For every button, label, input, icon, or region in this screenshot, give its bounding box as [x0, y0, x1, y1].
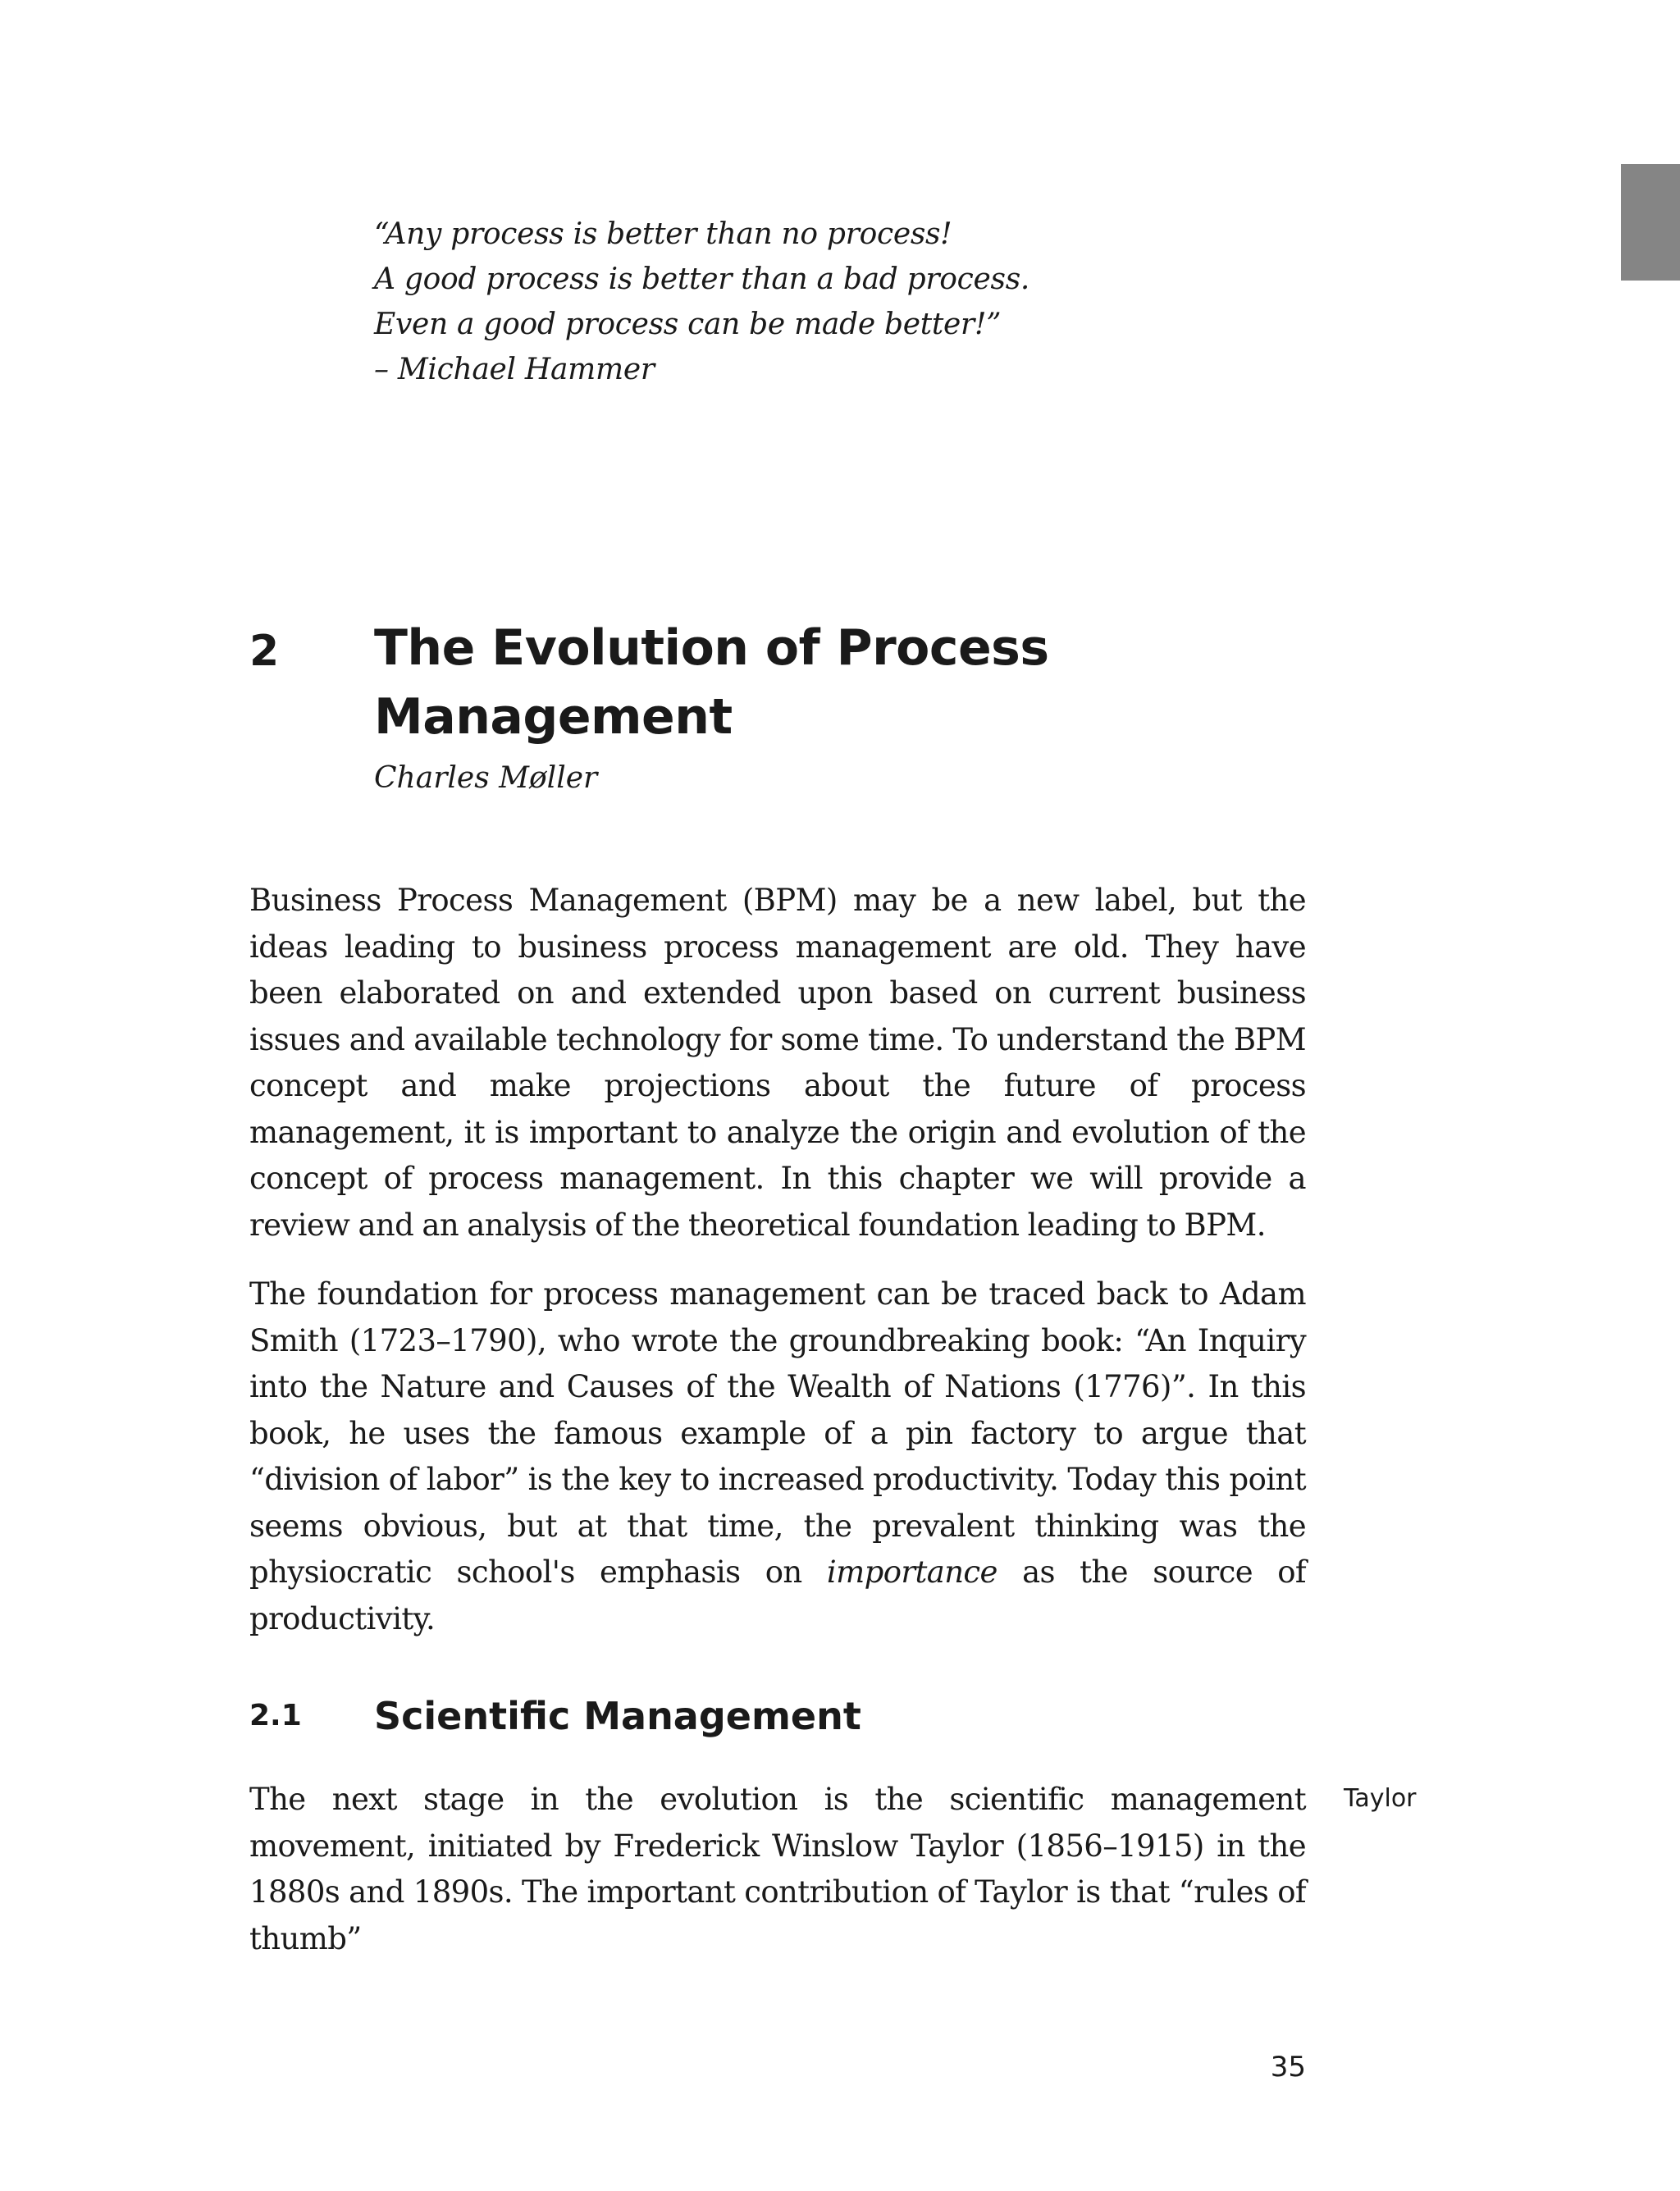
section-number: 2.1 — [249, 1699, 302, 1732]
chapter-author: Charles Møller — [374, 761, 598, 795]
emphasis-text: importance — [826, 1554, 998, 1590]
epigraph-line: “Any process is better than no process! — [374, 217, 952, 251]
body-paragraph-adam-smith — [249, 1271, 1306, 1642]
epigraph-quote — [374, 212, 1358, 392]
body-paragraph-taylor: The next stage in the evolution is the scientific management movement, initiated by Frederick Winslow Taylor (1856–1915) in the 1880s and 1890s. The important contribution of Taylor is that “rules of thumb” — [249, 1782, 1306, 1956]
margin-note: Taylor — [1344, 1784, 1417, 1813]
chapter-title-line: The Evolution of Process — [374, 619, 1049, 677]
body-paragraph-intro: Business Process Management (BPM) may be a new label, but the ideas leading to business process management are old. They have been elaborated on and extended upon based on current business issues and available technology for some time. To understand the BPM concept and make projections about the future of process management, it is important to analyze the origin and evolution of the concept of process management. In this chapter we will provide a review and an analysis of the theoretical foundation leading to BPM. — [249, 883, 1306, 1243]
page-number: 35 — [1270, 2051, 1306, 2084]
epigraph-line: Even a good process can be made better!” — [374, 308, 1002, 341]
epigraph-attribution: – Michael Hammer — [374, 353, 655, 386]
paragraph-text: as the source of productivity. — [249, 1554, 1307, 1636]
epigraph-line: A good process is better than a bad process. — [374, 262, 1030, 296]
chapter-title-line: Management — [374, 688, 733, 746]
chapter-thumb-tab — [1621, 164, 1680, 281]
paragraph-text: The foundation for process management can be traced back to Adam Smith (1723–1790), who wrote the groundbreaking book: “An Inquiry into the Nature and Causes of the Wealth of Nations (1776)”. In this book, he uses the famous example of a pin factory to argue that “division of labor” is the key to increased productivity. Today this point seems obvious, but at that time, the prevalent thinking was the physiocratic school's emphasis on — [249, 1276, 1306, 1590]
chapter-title — [374, 614, 1358, 751]
chapter-number: 2 — [249, 627, 280, 676]
section-title: Scientific Management — [374, 1694, 861, 1738]
